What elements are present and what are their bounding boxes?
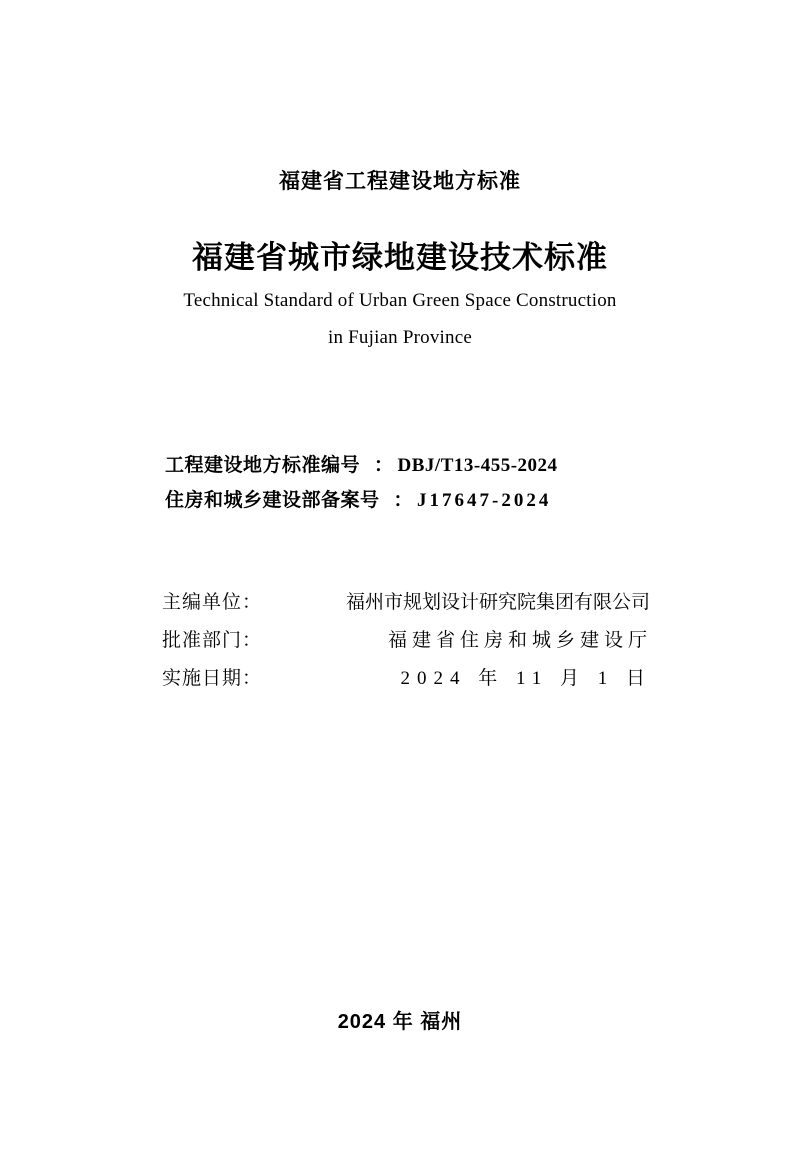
effective-date-label: 实施日期： (162, 668, 263, 689)
publication-meta-block (162, 587, 652, 701)
standard-number-value: DBJ/T13-455-2024 (397, 455, 558, 476)
standard-number-label: 工程建设地方标准编号 (165, 455, 361, 476)
standard-series-line: 福建省工程建设地方标准 (279, 170, 521, 193)
effective-date-value: 2024 年 11 月 1 日 (400, 668, 652, 689)
filing-number-colon: ： (393, 490, 414, 511)
page-title-english-line-1: Technical Standard of Urban Green Space Construction (183, 290, 617, 311)
filing-number-value: J17647-2024 (417, 490, 552, 511)
publication-year-place: 2024 年 福州 (337, 1011, 463, 1033)
approval-department-row (162, 625, 652, 652)
filing-number-row (165, 485, 645, 512)
filing-number-label: 住房和城乡建设部备案号 (165, 490, 380, 511)
page-title-english-line-2: in Fujian Province (328, 327, 472, 348)
page-title: 福建省城市绿地建设技术标准 (192, 240, 608, 275)
approval-department-label: 批准部门： (162, 630, 263, 651)
standard-number-row (165, 450, 645, 477)
effective-date-row (162, 663, 652, 690)
chief-editor-value: 福州市规划设计研究院集团有限公司 (345, 592, 650, 613)
approval-department-value: 福建省住房和城乡建设厅 (387, 630, 652, 651)
standard-numbers-block (165, 450, 645, 520)
standard-number-colon: ： (374, 455, 394, 476)
chief-editor-row (162, 587, 652, 614)
chief-editor-label: 主编单位： (162, 592, 263, 613)
